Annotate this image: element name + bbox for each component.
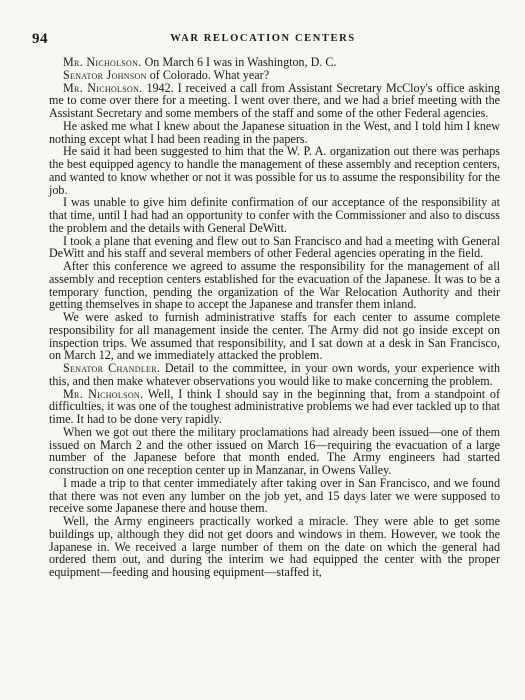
paragraph-text: I was unable to give him definite confirmation of our acceptance of the responsibility at that time, until I had had an opportunity to confer with the Commissioner and also to discuss the problem and the details with General DeWitt. [49,195,500,235]
paragraph-text: He said it had been suggested to him that the W. P. A. organization out there was perhaps the best equipped agency to handle the management of these assembly and reception centers, and wanted to know whether or not it was possible for us to assume the responsibility for the job. [49,144,500,197]
paragraph [49,477,500,515]
paragraph-text: He asked me what I knew about the Japanese situation in the West, and I told him I knew nothing except what I had been reading in the papers. [49,118,500,146]
paragraph [49,388,500,426]
speaker-name: Senator Johnson [63,67,147,82]
paragraph-text: Well, the Army engineers practically worked a miracle. They were able to get some buildings up, although they did not get doors and windows in them. However, we took the Japanese in. We received a large number of them on the date on which the general had ordered them out, and during the interim we had equipped the center with the proper equipment—feeding and housing equipment—staffed it, [49,514,500,579]
page-header [26,31,500,49]
paragraph-text: Well, I think I should say in the beginning that, from a standpoint of difficulties, it was one of the toughest administrative problems we had ever tackled up to that time. It had to be done very rapidly. [49,386,501,426]
page-number: 94 [32,31,48,47]
paragraph [49,196,500,234]
running-head: WAR RELOCATION CENTERS [170,33,356,44]
paragraph-text: After this conference we agreed to assume the responsibility for the management of all assembly and reception centers established for the evacuation of the Japanese. It was to be a temporary function, pending the organization of the War Relocation Authority and their getting themselves in shape to accept the Japanese and transfer them inland. [49,259,500,312]
paragraph [49,515,500,579]
paragraph [49,145,500,196]
paragraph-text: We were asked to furnish administrative staffs for each center to assume complete responsibility for all management inside the center. The Army did not go inside except on inspection trips. We assumed that responsibility, and I sat down at a desk in San Francisco, on March 12, and we immediately attacked the problem. [49,310,500,363]
paragraph-text: of Colorado. What year? [149,67,270,82]
paragraph [49,362,500,388]
paragraph-text: 1942. I received a call from Assistant Secretary McCloy's office asking me to come over there for a meeting. I went over there, and we had a brief meeting with the Assistant Secretary and some members of the staff and some of the other Federal agencies. [49,80,500,120]
speaker-name: Senator Chandler. [63,361,161,375]
speaker-name: Mr. Nicholson. [63,80,143,95]
paragraph [49,235,500,261]
page-body [49,56,500,579]
paragraph [49,426,500,477]
paragraph [49,120,500,146]
paragraph-text: When we got out there the military proclamations had already been issued—one of them issued on March 2 and the other issued on March 16—requiring the evacuation of a large number of the Japanese before that month ended. The Army engineers had started construction on one reception center up in Manzanar, in Owens Valley. [49,424,500,477]
paragraph [49,311,500,362]
paragraph [49,260,500,311]
paragraph-text: Detail to the committee, in your own words, your experience with this, and then make whatever observations you would like to make concerning the problem. [49,361,500,388]
speaker-name: Mr. Nicholson. [63,55,142,69]
paragraph-text: I made a trip to that center immediately after taking over in San Francisco, and we found that there was not even any lumber on the job yet, and 15 days later we were supposed to receive some Japanese there and house them. [49,475,500,516]
paragraph [49,82,500,120]
speaker-name: Mr. Nicholson. [63,386,144,401]
paragraph-text: I took a plane that evening and flew out to San Francisco and had a meeting with General DeWitt and his staff and several members of other Federal agencies operating in the field. [49,233,500,261]
paragraph-text: On March 6 I was in Washington, D. C. [144,55,337,69]
